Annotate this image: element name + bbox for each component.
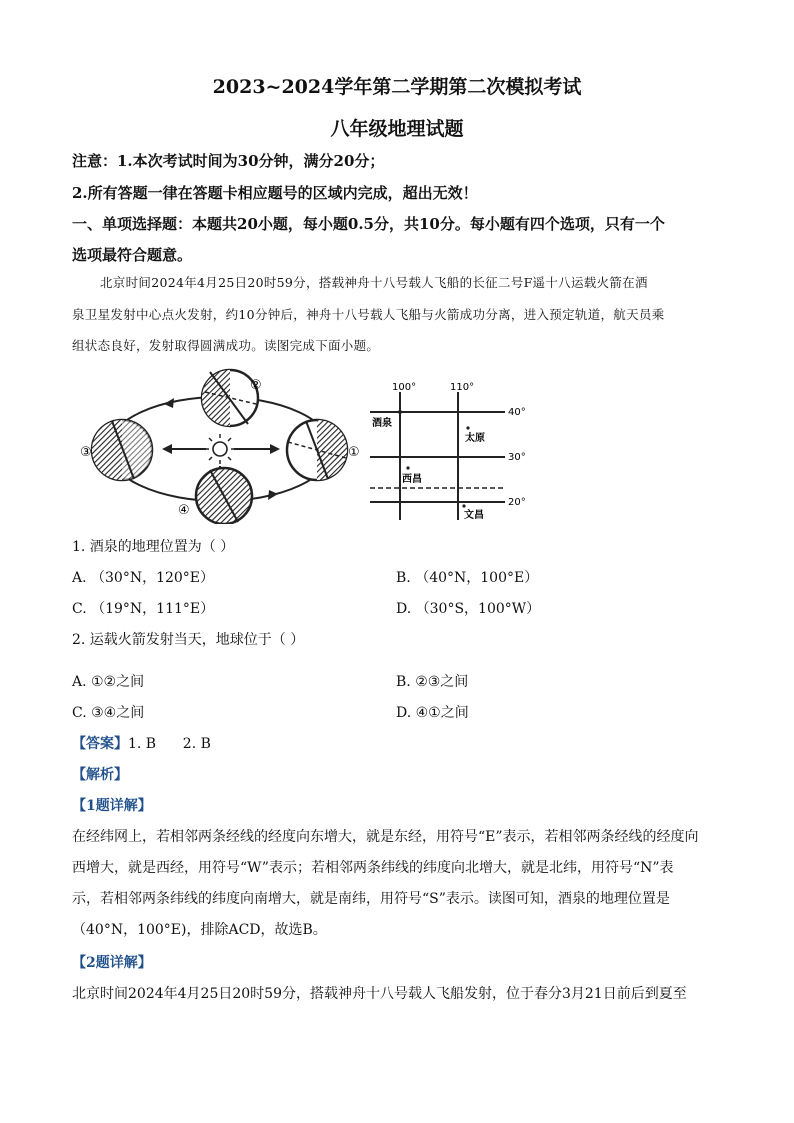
detail1-line-1: 在经纬网上，若相邻两条经线的经度向东增大，就是东经，用符号“E”表示，若相邻两条经线的经度向: [72, 829, 699, 845]
lat-label-30: 30°: [508, 452, 526, 463]
pos-label-3: ③: [80, 445, 92, 460]
detail1-label: 【1题详解】: [72, 798, 152, 814]
detail1-line-2: 西增大，就是西经，用符号“W”表示；若相邻两条纬线的纬度向北增大，就是北纬，用符号“N”表: [72, 860, 674, 876]
detail2-label: 【2题详解】: [72, 955, 152, 971]
lat-label-20: 20°: [508, 497, 526, 508]
earth-position-2: [202, 370, 262, 426]
latlon-grid-figure: [360, 378, 540, 520]
q1-option-a[interactable]: A. （30°N，120°E）: [72, 570, 215, 586]
pos-label-4: ④: [178, 503, 190, 518]
section-heading-line-1: 一、单项选择题：本题共20小题，每小题0.5分，共10分。每小题有四个选项，只有一个: [72, 215, 665, 233]
section-heading-line-2: 选项最符合题意。: [72, 246, 193, 264]
earth-position-4: [178, 468, 252, 524]
analysis-label: 【解析】: [72, 767, 128, 783]
lon-label-100: 100°: [392, 382, 417, 393]
detail1-line-3: 示，若相邻两条纬线的纬度向南增大，就是南纬，用符号“S”表示。读图可知，酒泉的地理位置是: [72, 891, 670, 907]
exam-subtitle: 八年级地理试题: [330, 118, 464, 140]
q2-stem: 2. 运载火箭发射当天，地球位于（ ）: [72, 632, 305, 648]
city-taiyuan: 太原: [465, 433, 485, 444]
earth-orbit-figure: [70, 362, 370, 524]
q1-option-c[interactable]: C. （19°N，111°E）: [72, 601, 215, 617]
city-xichang: 西昌: [402, 474, 422, 485]
intro-line-3: 组状态良好，发射取得圆满成功。读图完成下面小题。: [72, 338, 380, 353]
sun-icon: [205, 434, 235, 464]
answer-row: [72, 733, 211, 753]
q2-option-b[interactable]: B. ②③之间: [396, 674, 469, 690]
q2-option-a[interactable]: A. ①②之间: [72, 674, 145, 690]
answer-text: 1. B 2. B: [128, 736, 211, 752]
earth-position-1: [287, 420, 360, 480]
notice-line-2: 2.所有答题一律在答题卡相应题号的区域内完成，超出无效！: [72, 184, 478, 202]
intro-line-2: 泉卫星发射中心点火发射，约10分钟后，神舟十八号载人飞船与火箭成功分离，进入预定轨道，航天员乘: [72, 307, 665, 322]
detail1-line-4: （40°N，100°E)，排除ACD，故选B。: [72, 922, 327, 938]
exam-title: 2023~2024学年第二学期第二次模拟考试: [212, 76, 582, 98]
q2-option-d[interactable]: D. ④①之间: [396, 705, 469, 721]
intro-line-1: 北京时间2024年4月25日20时59分，搭载神舟十八号载人飞船的长征二号F遥十八运载火箭在酒: [100, 275, 648, 290]
q1-option-b[interactable]: B. （40°N，100°E）: [396, 570, 539, 586]
q2-option-c[interactable]: C. ③④之间: [72, 705, 145, 721]
q1-stem: 1. 酒泉的地理位置为（ ）: [72, 539, 235, 555]
detail2-line-1: 北京时间2024年4月25日20时59分，搭载神舟十八号载人飞船发射，位于春分3月21日前后到夏至: [72, 986, 687, 1002]
city-wenchang: 文昌: [464, 510, 484, 520]
q1-option-d[interactable]: D. （30°S，100°W）: [396, 601, 541, 617]
answer-label: 【答案】: [72, 736, 128, 752]
lat-label-40: 40°: [508, 407, 526, 418]
pos-label-1: ①: [348, 445, 360, 460]
city-jiuquan: 酒泉: [372, 418, 392, 429]
lon-label-110: 110°: [450, 382, 475, 393]
pos-label-2: ②: [250, 378, 262, 393]
earth-position-3: [80, 420, 152, 480]
notice-line-1: 注意：1.本次考试时间为30分钟，满分20分；: [72, 152, 385, 170]
